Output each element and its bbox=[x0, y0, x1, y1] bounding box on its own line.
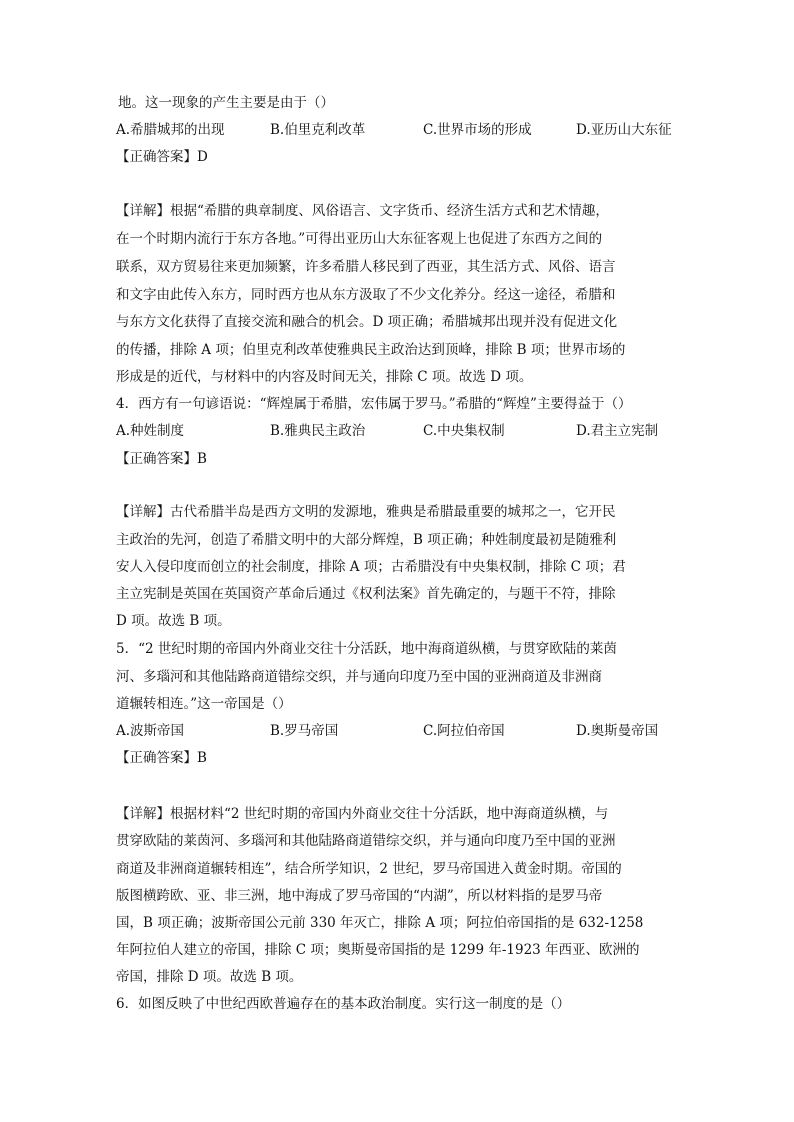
q4-answer: 【正确答案】B bbox=[116, 451, 207, 467]
q4-explain-line-5: D 项。故选 B 项。 bbox=[116, 613, 231, 629]
q4-explain-line-1: 【详解】古代希腊半岛是西方文明的发源地，雅典是希腊最重要的城邦之一，它开民 bbox=[116, 504, 616, 520]
q5-explain-line-1: 【详解】根据材料“2 世纪时期的帝国内外商业交往十分活跃，地中海商道纵横，与 bbox=[116, 806, 609, 822]
q4-option-d[interactable]: D.君主立宪制 bbox=[576, 423, 659, 439]
q5-option-a[interactable]: A.波斯帝国 bbox=[116, 723, 185, 739]
q3-explain-line-5: 与东方文化获得了直接交流和融合的机会。D 项正确；希腊城邦出现并没有促进文化 bbox=[116, 314, 618, 330]
q5-explain-line-6: 年阿拉伯人建立的帝国，排除 C 项；奥斯曼帝国指的是 1299 年-1923 年西亚、欧洲的 bbox=[116, 942, 640, 958]
q5-answer: 【正确答案】B bbox=[116, 750, 207, 766]
q3-answer: 【正确答案】D bbox=[116, 149, 208, 165]
q4-explain-line-3: 安人入侵印度而创立的社会制度，排除 A 项；古希腊没有中央集权制，排除 C 项；君 bbox=[116, 559, 626, 575]
q5-option-b[interactable]: B.罗马帝国 bbox=[270, 723, 339, 739]
q5-explain-line-4: 版图横跨欧、亚、非三洲，地中海成了罗马帝国的“内湖”，所以材料指的是罗马帝 bbox=[116, 888, 603, 904]
q5-explain-line-5: 国，B 项正确；波斯帝国公元前 330 年灭亡，排除 A 项；阿拉伯帝国指的是 632-1258 bbox=[116, 915, 644, 931]
q3-explain-line-2: 在一个时期内流行于东方各地。”可得出亚历山大东征客观上也促进了东西方之间的 bbox=[116, 231, 603, 247]
q5-explain-line-2: 贯穿欧陆的莱茵河、多瑙河和其他陆路商道错综交织，并与通向印度乃至中国的亚洲 bbox=[116, 833, 616, 849]
q4-option-b[interactable]: B.雅典民主政治 bbox=[270, 423, 366, 439]
q6-stem: 6．如图反映了中世纪西欧普遍存在的基本政治制度。实行这一制度的是（） bbox=[116, 996, 571, 1012]
q3-stem-tail: 地。这一现象的产生主要是由于（） bbox=[118, 95, 334, 111]
q4-explain-line-2: 主政治的先河，创造了希腊文明中的大部分辉煌，B 项正确；种姓制度最初是随雅利 bbox=[116, 532, 617, 548]
q4-stem: 4．西方有一句谚语说：“辉煌属于希腊，宏伟属于罗马。”希腊的“辉煌”主要得益于（） bbox=[116, 396, 632, 412]
q3-option-a[interactable]: A.希腊城邦的出现 bbox=[116, 122, 225, 138]
q5-option-d[interactable]: D.奥斯曼帝国 bbox=[576, 723, 659, 739]
q3-explain-line-1: 【详解】根据“希腊的典章制度、风俗语言、文字货币、经济生活方式和艺术情趣， bbox=[116, 203, 609, 219]
q3-option-d[interactable]: D.亚历山大东征 bbox=[576, 122, 672, 138]
q5-explain-line-3: 商道及非洲商道辗转相连”，结合所学知识，2 世纪，罗马帝国进入黄金时期。帝国的 bbox=[116, 861, 622, 877]
q5-stem-line-1: 5．“2 世纪时期的帝国内外商业交往十分活跃，地中海商道纵横，与贯穿欧陆的莱茵 bbox=[116, 641, 617, 657]
q5-explain-line-7: 帝国，排除 D 项。故选 B 项。 bbox=[116, 969, 303, 985]
q3-explain-line-3: 联系，双方贸易往来更加频繁，许多希腊人移民到了西亚，其生活方式、风俗、语言 bbox=[116, 259, 616, 275]
q4-option-c[interactable]: C.中央集权制 bbox=[423, 423, 505, 439]
q4-option-a[interactable]: A.种姓制度 bbox=[116, 423, 185, 439]
q3-explain-line-4: 和文字由此传入东方，同时西方也从东方汲取了不少文化养分。经这一途径，希腊和 bbox=[116, 287, 616, 303]
q4-explain-line-4: 主立宪制是英国在英国资产革命后通过《权利法案》首先确定的，与题干不符，排除 bbox=[116, 586, 616, 602]
q5-stem-line-3: 道辗转相连。”这一帝国是（） bbox=[116, 696, 292, 712]
q3-option-b[interactable]: B.伯里克利改革 bbox=[270, 122, 366, 138]
q3-option-c[interactable]: C.世界市场的形成 bbox=[423, 122, 532, 138]
q5-stem-line-2: 河、多瑙河和其他陆路商道错综交织，并与通向印度乃至中国的亚洲商道及非洲商 bbox=[116, 669, 602, 685]
q5-option-c[interactable]: C.阿拉伯帝国 bbox=[423, 723, 505, 739]
q3-explain-line-6: 的传播，排除 A 项；伯里克利改革使雅典民主政治达到顶峰，排除 B 项；世界市场的 bbox=[116, 342, 626, 358]
q3-explain-line-7: 形成是的近代，与材料中的内容及时间无关，排除 C 项。故选 D 项。 bbox=[116, 369, 533, 385]
